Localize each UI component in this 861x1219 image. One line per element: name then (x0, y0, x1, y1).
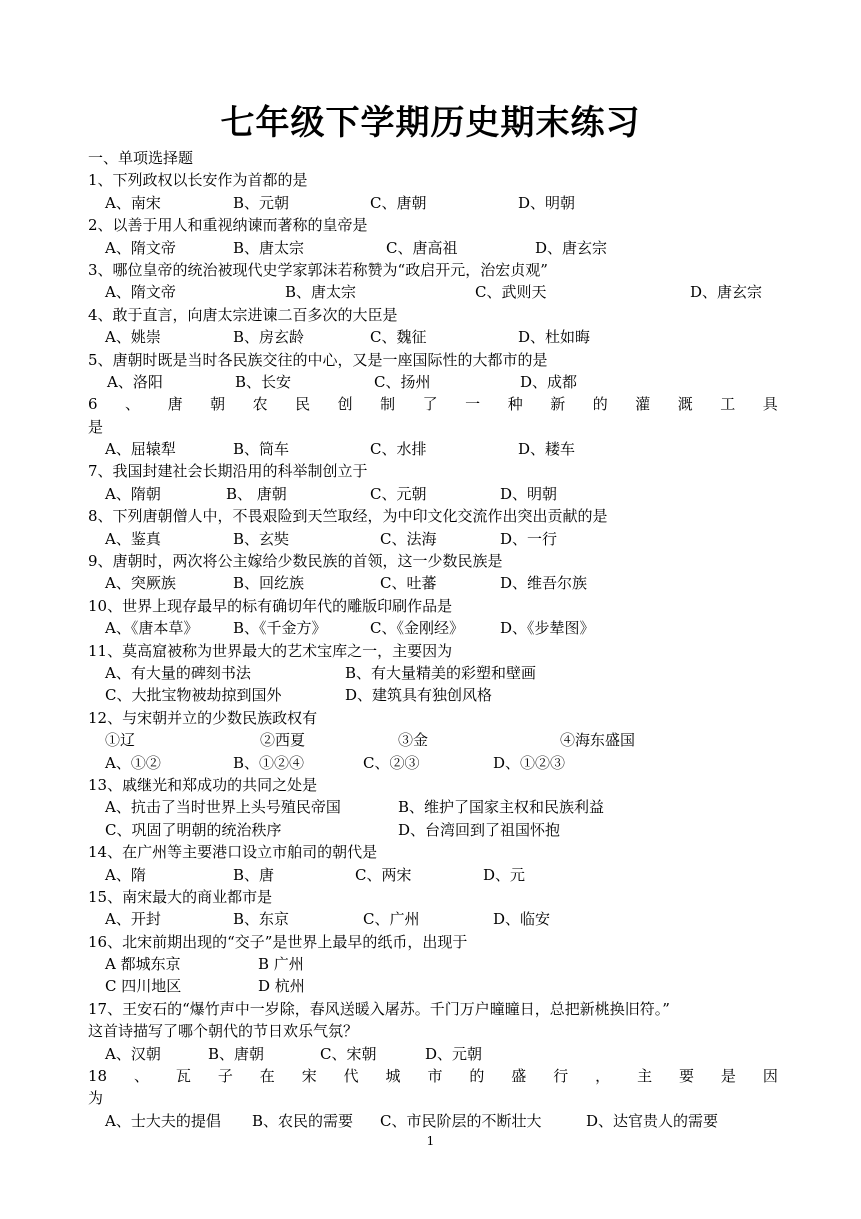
option-c[interactable]: C、唐朝 (370, 193, 427, 212)
stem-char: 朝 (210, 395, 226, 414)
stem-char: ， (595, 1067, 611, 1086)
option-row (88, 237, 778, 259)
option-a[interactable]: A、抗击了当时世界上头号殖民帝国 (105, 798, 341, 817)
option-c[interactable]: C 四川地区 (105, 977, 182, 996)
option-a[interactable]: A、汉朝 (105, 1044, 161, 1063)
question-stem: 3、哪位皇帝的统治被现代史学家郭沫若称赞为“政启开元，治宏贞观” (88, 260, 548, 279)
option-a[interactable]: A、鉴真 (105, 529, 161, 548)
option-b[interactable]: B、元朝 (233, 193, 290, 212)
option-c[interactable]: C、市民阶层的不断壮大 (380, 1111, 542, 1130)
stem-char: 溉 (677, 395, 693, 414)
stem-char: 了 (422, 395, 438, 414)
option-row (88, 864, 778, 886)
option-b[interactable]: B 广州 (258, 955, 304, 974)
stem-char: 行 (553, 1067, 569, 1086)
question-stem (88, 1065, 778, 1087)
stem-char: 城 (385, 1067, 401, 1086)
option-c[interactable]: C、唐高祖 (386, 238, 458, 257)
option-a[interactable]: A、屈辕犁 (105, 440, 176, 459)
stem-char: 、 (125, 395, 141, 414)
stem-char: 市 (427, 1067, 443, 1086)
option-row (88, 528, 778, 550)
stem-char: 子 (217, 1067, 233, 1086)
option-row (88, 438, 778, 460)
question-stem: 10、世界上现存最早的标有确切年代的雕版印刷作品是 (88, 596, 453, 615)
option-row (88, 326, 778, 348)
option-b[interactable]: B、《千金方》 (233, 619, 327, 638)
option-d[interactable]: D、明朝 (518, 193, 576, 212)
option-b[interactable]: B、唐太宗 (285, 283, 357, 302)
option-row (88, 908, 778, 930)
stem-char: 民 (295, 395, 311, 414)
option-c[interactable]: C、吐蕃 (380, 574, 437, 593)
item-row (88, 729, 778, 751)
option-c[interactable]: C、两宋 (355, 865, 412, 884)
item-2: ②西夏 (260, 731, 306, 750)
stem-char: 制 (380, 395, 396, 414)
question-stem: 2、以善于用人和重视纳谏而著称的皇帝是 (88, 216, 368, 235)
option-d[interactable]: D、明朝 (500, 484, 558, 503)
option-c[interactable]: C、法海 (380, 529, 437, 548)
stem-char: 、 (134, 1067, 150, 1086)
item-1: ①辽 (105, 731, 136, 750)
question-list (88, 147, 778, 1132)
stem-char: 瓦 (175, 1067, 191, 1086)
option-row (88, 796, 778, 818)
stem-char: 代 (343, 1067, 359, 1086)
option-d[interactable]: D、《步辇图》 (500, 619, 595, 638)
option-a[interactable]: A、开封 (105, 910, 161, 929)
option-row (88, 975, 778, 997)
question-stem: 5、唐朝时既是当时各民族交往的中心，又是一座国际性的大都市的是 (88, 350, 548, 369)
option-row (88, 819, 778, 841)
option-d[interactable]: D、维吾尔族 (500, 574, 588, 593)
stem-char: 要 (678, 1067, 694, 1086)
option-d[interactable]: D、元 (483, 865, 526, 884)
stem-char: 18 (88, 1067, 108, 1086)
stem-char: 唐 (167, 395, 183, 414)
option-a[interactable]: A、姚崇 (105, 328, 161, 347)
option-a[interactable]: A、士大夫的提倡 (105, 1111, 221, 1130)
option-row (88, 1043, 778, 1065)
option-d[interactable]: D、临安 (493, 910, 551, 929)
option-d[interactable]: D、达官贵人的需要 (586, 1111, 719, 1130)
stem-char: 是 (720, 1067, 736, 1086)
question-stem (88, 393, 778, 415)
option-a[interactable]: A、南宋 (105, 193, 161, 212)
option-row (88, 371, 778, 393)
option-b[interactable]: B、长安 (235, 372, 292, 391)
option-d[interactable]: D、唐玄宗 (535, 238, 608, 257)
question-stem: 13、戚继光和郑成功的共同之处是 (88, 775, 318, 794)
option-c[interactable]: C、扬州 (374, 372, 431, 391)
stem-char: 宋 (301, 1067, 317, 1086)
question-stem: 11、莫高窟被称为世界最大的艺术宝库之一，主要因为 (88, 641, 453, 660)
question-stem-tail: 是 (88, 417, 104, 436)
stem-char: 因 (762, 1067, 778, 1086)
stem-char: 的 (469, 1067, 485, 1086)
option-d[interactable]: D 杭州 (258, 977, 305, 996)
question-stem: 14、在广州等主要港口设立市舶司的朝代是 (88, 843, 378, 862)
option-c[interactable]: C、巩固了明朝的统治秩序 (105, 820, 282, 839)
option-d[interactable]: D、唐玄宗 (690, 283, 763, 302)
option-c[interactable]: C、魏征 (370, 328, 427, 347)
option-b[interactable]: B、 唐朝 (226, 484, 287, 503)
option-row (88, 684, 778, 706)
option-b[interactable]: B、有大量精美的彩塑和壁画 (345, 663, 537, 682)
question-stem: 7、我国封建社会长期沿用的科举制创立于 (88, 462, 368, 481)
option-a[interactable]: A、洛阳 (107, 372, 163, 391)
option-row (88, 617, 778, 639)
item-4: ④海东盛国 (560, 731, 636, 750)
option-a[interactable]: A、①② (105, 753, 161, 772)
stem-char: 6 (88, 395, 98, 414)
question-stem: 1、下列政权以长安作为首都的是 (88, 171, 308, 190)
question-stem-tail: 为 (88, 1089, 104, 1108)
option-b[interactable]: B、农民的需要 (252, 1111, 354, 1130)
option-c[interactable]: C、武则天 (475, 283, 547, 302)
stem-char: 主 (637, 1067, 653, 1086)
option-a[interactable]: A、突厥族 (105, 574, 176, 593)
option-b[interactable]: B、唐 (233, 865, 275, 884)
stem-char: 在 (259, 1067, 275, 1086)
option-row (88, 953, 778, 975)
option-c[interactable]: C、宋朝 (320, 1044, 377, 1063)
option-c[interactable]: C、《金刚经》 (370, 619, 464, 638)
stem-char: 具 (762, 395, 778, 414)
page-number: 1 (426, 1134, 435, 1148)
option-a[interactable]: A、有大量的碑刻书法 (105, 663, 251, 682)
option-a[interactable]: A、隋朝 (105, 484, 161, 503)
option-b[interactable]: B、唐太宗 (233, 238, 305, 257)
option-row (88, 1110, 778, 1132)
option-d[interactable]: D、耧车 (518, 440, 576, 459)
question-stem: 8、下列唐朝僧人中，不畏艰险到天竺取经，为中印文化交流作出突出贡献的是 (88, 507, 608, 526)
option-row (88, 752, 778, 774)
option-b[interactable]: B、东京 (233, 910, 290, 929)
stem-char: 盛 (511, 1067, 527, 1086)
option-c[interactable]: C、水排 (370, 440, 427, 459)
option-a[interactable]: A、隋文帝 (105, 238, 176, 257)
option-b[interactable]: B、维护了国家主权和民族利益 (398, 798, 605, 817)
option-b[interactable]: B、①②④ (233, 753, 305, 772)
option-d[interactable]: D、台湾回到了祖国怀抱 (398, 820, 561, 839)
question-stem: 15、南宋最大的商业都市是 (88, 887, 273, 906)
stem-char: 新 (550, 395, 566, 414)
option-c[interactable]: C、②③ (363, 753, 420, 772)
question-stem: 17、王安石的“爆竹声中一岁除，春风送暖入屠苏。千门万户曈曈日，总把新桃换旧符。” (88, 999, 670, 1018)
option-row (88, 572, 778, 594)
section-heading: 一、单项选择题 (88, 149, 194, 167)
stem-char: 创 (337, 395, 353, 414)
item-3: ③金 (398, 731, 429, 750)
stem-char: 种 (507, 395, 523, 414)
option-d[interactable]: D、①②③ (493, 753, 566, 772)
stem-char: 的 (592, 395, 608, 414)
option-d[interactable]: D、成都 (520, 372, 578, 391)
stem-char: 农 (252, 395, 268, 414)
option-c[interactable]: C、大批宝物被劫掠到国外 (105, 686, 282, 705)
option-c[interactable]: C、广州 (363, 910, 420, 929)
option-d[interactable]: D、一行 (500, 529, 558, 548)
option-b[interactable]: B、房玄龄 (233, 328, 305, 347)
option-row (88, 662, 778, 684)
option-a[interactable]: A、隋文帝 (105, 283, 176, 302)
option-a[interactable]: A 都城东京 (105, 955, 181, 974)
option-d[interactable]: D、建筑具有独创风格 (345, 686, 493, 705)
question-stem-tail: 这首诗描写了哪个朝代的节日欢乐气氛？ (88, 1022, 359, 1041)
option-row (88, 281, 778, 303)
option-b[interactable]: B、玄奘 (233, 529, 290, 548)
option-b[interactable]: B、筒车 (233, 440, 290, 459)
option-a[interactable]: A、隋 (105, 865, 146, 884)
stem-char: 一 (465, 395, 481, 414)
question-stem: 4、敢于直言，向唐太宗进谏二百多次的大臣是 (88, 305, 398, 324)
option-b[interactable]: B、回纥族 (233, 574, 305, 593)
option-row (88, 483, 778, 505)
option-b[interactable]: B、唐朝 (208, 1044, 265, 1063)
question-stem: 16、北宋前期出现的“交子”是世界上最早的纸币，出现于 (88, 932, 468, 951)
option-a[interactable]: A、《唐本草》 (105, 619, 199, 638)
option-c[interactable]: C、元朝 (370, 484, 427, 503)
stem-char: 灌 (635, 395, 651, 414)
option-d[interactable]: D、元朝 (425, 1044, 483, 1063)
page-title: 七年级下学期历史期末练习 (220, 103, 641, 143)
question-stem: 12、与宋朝并立的少数民族政权有 (88, 708, 318, 727)
question-stem: 9、唐朝时，两次将公主嫁给少数民族的首领，这一少数民族是 (88, 552, 503, 571)
option-row (88, 192, 778, 214)
option-d[interactable]: D、杜如晦 (518, 328, 591, 347)
stem-char: 工 (720, 395, 736, 414)
